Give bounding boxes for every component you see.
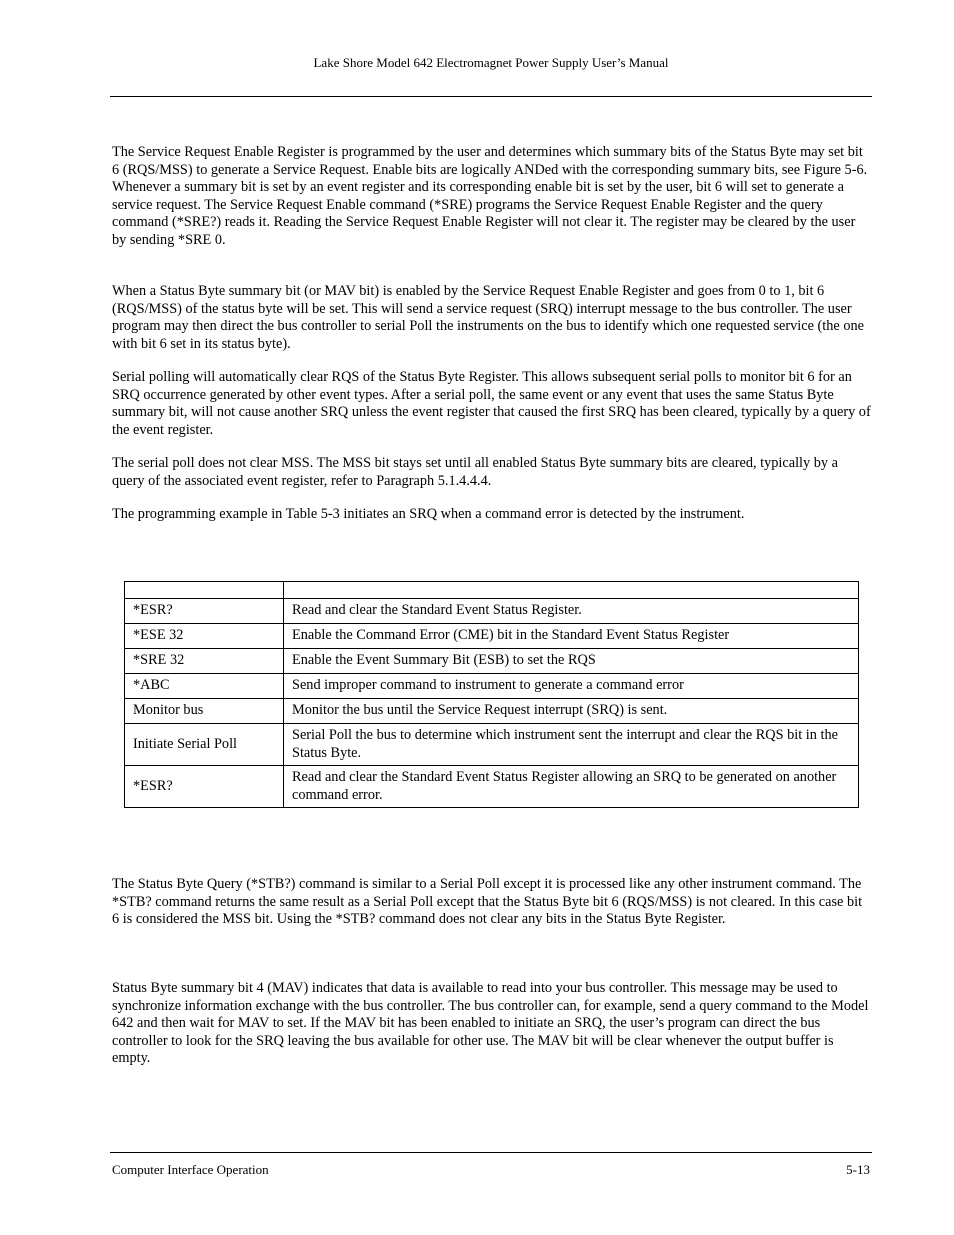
command-cell: *ESE 32 xyxy=(125,624,284,649)
command-cell: *ESR? xyxy=(125,766,284,808)
paragraph-srq-generation: When a Status Byte summary bit (or MAV bit) is enabled by the Service Request Enable Register and goes from 0 to 1, bit 6 (RQS/MSS) of the status byte will be set. This will send a service request (SRQ) interrupt message to the bus controller. The user program may then direct the bus controller to serial Poll the instruments on the bus to identify which one requested service (the one with bit 6 set in its status byte). xyxy=(112,283,864,352)
command-cell: *SRE 32 xyxy=(125,649,284,674)
description-cell: Monitor the bus until the Service Request interrupt (SRQ) is sent. xyxy=(284,699,859,724)
table-header-cell xyxy=(125,582,284,599)
description-cell: Serial Poll the bus to determine which instrument sent the interrupt and clear the RQS bit in the Status Byte. xyxy=(284,724,859,766)
table-header-row xyxy=(125,582,859,599)
description-cell: Read and clear the Standard Event Status Register allowing an SRQ to be generated on another command error. xyxy=(284,766,859,808)
description-cell: Send improper command to instrument to generate a command error xyxy=(284,674,859,699)
paragraph-stb-query: The Status Byte Query (*STB?) command is similar to a Serial Poll except it is processed like any other instrument command. The *STB? command returns the same result as a Serial Poll except that the Status Byte bit 6 (RQS/MSS) is not cleared. In this case bit 6 is considered the MSS bit. Using the *STB? command does not clear any bits in the Status Byte Register. xyxy=(112,876,863,928)
table-header-cell xyxy=(284,582,859,599)
paragraph-serial-polling: Serial polling will automatically clear RQS of the Status Byte Register. This allows subsequent serial polls to monitor bit 6 for an SRQ occurrence generated by other event types. After a serial poll, the same event or any event that uses the same Status Byte summary bit, will not cause another SRQ unless the event register that caused the first SRQ has been cleared, typically by a query of the event register. xyxy=(112,369,871,438)
footer-section-title: Computer Interface Operation xyxy=(112,1162,269,1177)
paragraph-mss-bit: The serial poll does not clear MSS. The MSS bit stays set until all enabled Status Byte summary bits are cleared, typically by a query of the associated event register, refer to Paragraph 5.1.4.4.4. xyxy=(112,455,838,489)
description-cell: Enable the Command Error (CME) bit in the Standard Event Status Register xyxy=(284,624,859,649)
footer-divider xyxy=(110,1152,872,1153)
command-cell: *ESR? xyxy=(125,599,284,624)
command-cell: Monitor bus xyxy=(125,699,284,724)
table-row xyxy=(125,766,859,808)
table-row xyxy=(125,724,859,766)
command-cell: Initiate Serial Poll xyxy=(125,724,284,766)
table-row xyxy=(125,624,859,649)
description-cell: Read and clear the Standard Event Status Register. xyxy=(284,599,859,624)
header-divider xyxy=(110,96,872,97)
running-header: Lake Shore Model 642 Electromagnet Power Supply User’s Manual xyxy=(313,55,669,70)
command-cell: *ABC xyxy=(125,674,284,699)
page-number: 5-13 xyxy=(846,1162,870,1177)
table-row xyxy=(125,674,859,699)
table-row xyxy=(125,649,859,674)
description-cell: Enable the Event Summary Bit (ESB) to set the RQS xyxy=(284,649,859,674)
paragraph-programming-example: The programming example in Table 5-3 initiates an SRQ when a command error is detected by the instrument. xyxy=(112,506,745,522)
table-row xyxy=(125,599,859,624)
table-row xyxy=(125,699,859,724)
programming-example-table xyxy=(124,581,859,808)
paragraph-sre-register: The Service Request Enable Register is programmed by the user and determines which summary bits of the Status Byte may set bit 6 (RQS/MSS) to generate a Service Request. Enable bits are logically ANDed with the corresponding summary bits, see Figure 5-6. Whenever a summary bit is set by an event register and its corresponding enable bit is set by the user, bit 6 will set to generate a service request. The Service Request Enable command (*SRE) programs the Service Request Enable Register and the query command (*SRE?) reads it. Reading the Service Request Enable Register will not clear it. The register may be cleared by the user by sending *SRE 0. xyxy=(112,144,868,248)
paragraph-mav-bit: Status Byte summary bit 4 (MAV) indicates that data is available to read into your bus controller. This message may be used to synchronize information exchange with the bus controller. The bus controller can, for example, send a query command to the Model 642 and then wait for MAV to set. If the MAV bit has been enabled to initiate an SRQ, the user’s program can direct the bus controller to look for the SRQ leaving the bus available for other use. The MAV bit will be clear whenever the output buffer is empty. xyxy=(112,980,869,1067)
